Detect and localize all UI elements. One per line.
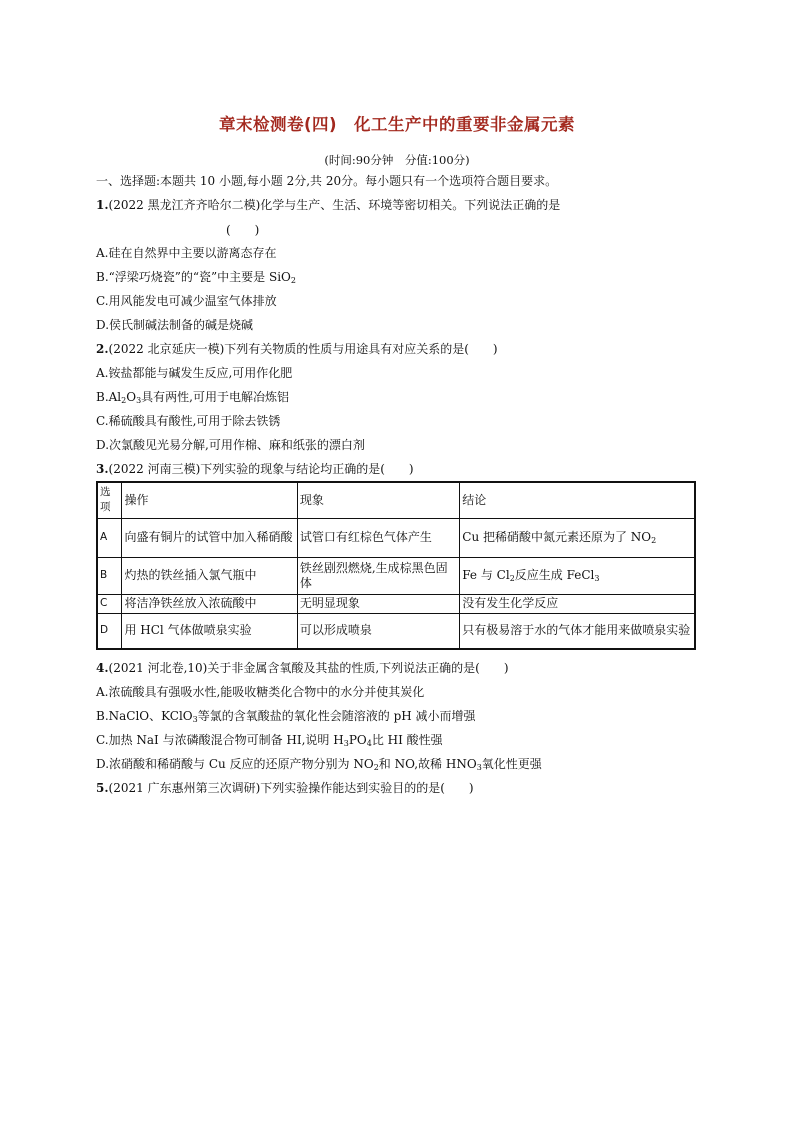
table-header-row — [97, 482, 695, 518]
question-2-option-a: A.铵盐都能与碱发生反应,可用作化肥 — [96, 366, 293, 380]
table-row: D 用 HCl 气体做喷泉实验 可以形成喷泉 只有极易溶于水的气体才能用来做喷泉实验 — [97, 613, 695, 649]
exam-meta: (时间:90分钟 分值:100分) — [324, 153, 470, 167]
question-4-option-b: B.NaClO、KClO$_3$等氯的含氧酸盐的氧化性会随溶液的 pH 减小而增强 — [96, 709, 476, 724]
question-1-option-d: D.侯氏制碱法制备的碱是烧碱 — [96, 318, 254, 332]
question-4-number: 4. — [96, 661, 109, 675]
table-row: C 将洁净铁丝放入浓硫酸中 无明显现象 没有发生化学反应 — [97, 594, 695, 613]
question-4-stem — [96, 660, 509, 676]
question-1-number: 1. — [96, 198, 109, 212]
question-1-option-c: C.用风能发电可减少温室气体排放 — [96, 294, 277, 308]
question-1-answer-blank: ( ) — [226, 223, 260, 237]
table-row: B 灼热的铁丝插入氯气瓶中 铁丝剧烈燃烧,生成棕黑色固体 Fe 与 $Cl_2$反应生成 FeCl$_3$ — [97, 557, 695, 594]
question-4-option-c: C.加热 NaI 与浓磷酸混合物可制备 HI,说明 $H_3PO_4$比 HI 酸性强 — [96, 733, 443, 748]
question-5-number: 5. — [96, 781, 109, 795]
question-3-text: (2022 河南三模)下列实验的现象与结论均正确的是( ) — [108, 462, 414, 476]
question-2-number: 2. — [96, 342, 109, 356]
question-1-text: (2022 黑龙江齐齐哈尔二模)化学与生产、生活、环境等密切相关。下列说法正确的是 — [108, 198, 561, 212]
question-5-stem — [96, 780, 474, 796]
question-3-stem — [96, 461, 414, 477]
question-1-stem — [96, 197, 560, 213]
header-operation: 操作 — [122, 482, 297, 518]
question-5-text: (2021 广东惠州第三次调研)下列实验操作能达到实验目的的是( ) — [108, 781, 474, 795]
table-row: A 向盛有铜片的试管中加入稀硝酸 试管口有红棕色气体产生 Cu 把稀硝酸中氮元素还原为了 $NO_2$ — [97, 518, 695, 557]
question-4-text: (2021 河北卷,10)关于非金属含氧酸及其盐的性质,下列说法正确的是( ) — [108, 661, 509, 675]
question-2-stem — [96, 341, 498, 357]
experiment-table — [96, 481, 696, 650]
question-2-option-c: C.稀硫酸具有酸性,可用于除去铁锈 — [96, 414, 281, 428]
header-option: 选项 — [97, 482, 122, 518]
question-4-option-d: D.浓硝酸和稀硝酸与 Cu 反应的还原产物分别为 $NO_2$和 NO,故稀 $HNO_3$氧化性更强 — [96, 757, 542, 772]
question-3-number: 3. — [96, 462, 109, 476]
question-1-option-b: B.“浮梁巧烧瓷”的“瓷”中主要是 SiO$_2$ — [96, 270, 296, 285]
question-2-option-b: $B.Al_2O_3$具有两性,可用于电解冶炼铝 — [96, 390, 289, 405]
question-4-option-a: A.浓硫酸具有强吸水性,能吸收糖类化合物中的水分并使其炭化 — [96, 685, 425, 699]
header-phenomenon: 现象 — [297, 482, 459, 518]
question-2-option-d: D.次氯酸见光易分解,可用作棉、麻和纸张的漂白剂 — [96, 438, 365, 452]
question-2-text: (2022 北京延庆一模)下列有关物质的性质与用途具有对应关系的是( ) — [108, 342, 498, 356]
header-conclusion: 结论 — [460, 482, 695, 518]
section-heading: 一、选择题:本题共 10 小题,每小题 2分,共 20分。每小题只有一个选项符合题目要求。 — [96, 174, 558, 188]
question-1-option-a: A.硅在自然界中主要以游离态存在 — [96, 246, 277, 260]
page-title: 章末检测卷(四) 化工生产中的重要非金属元素 — [218, 115, 576, 134]
